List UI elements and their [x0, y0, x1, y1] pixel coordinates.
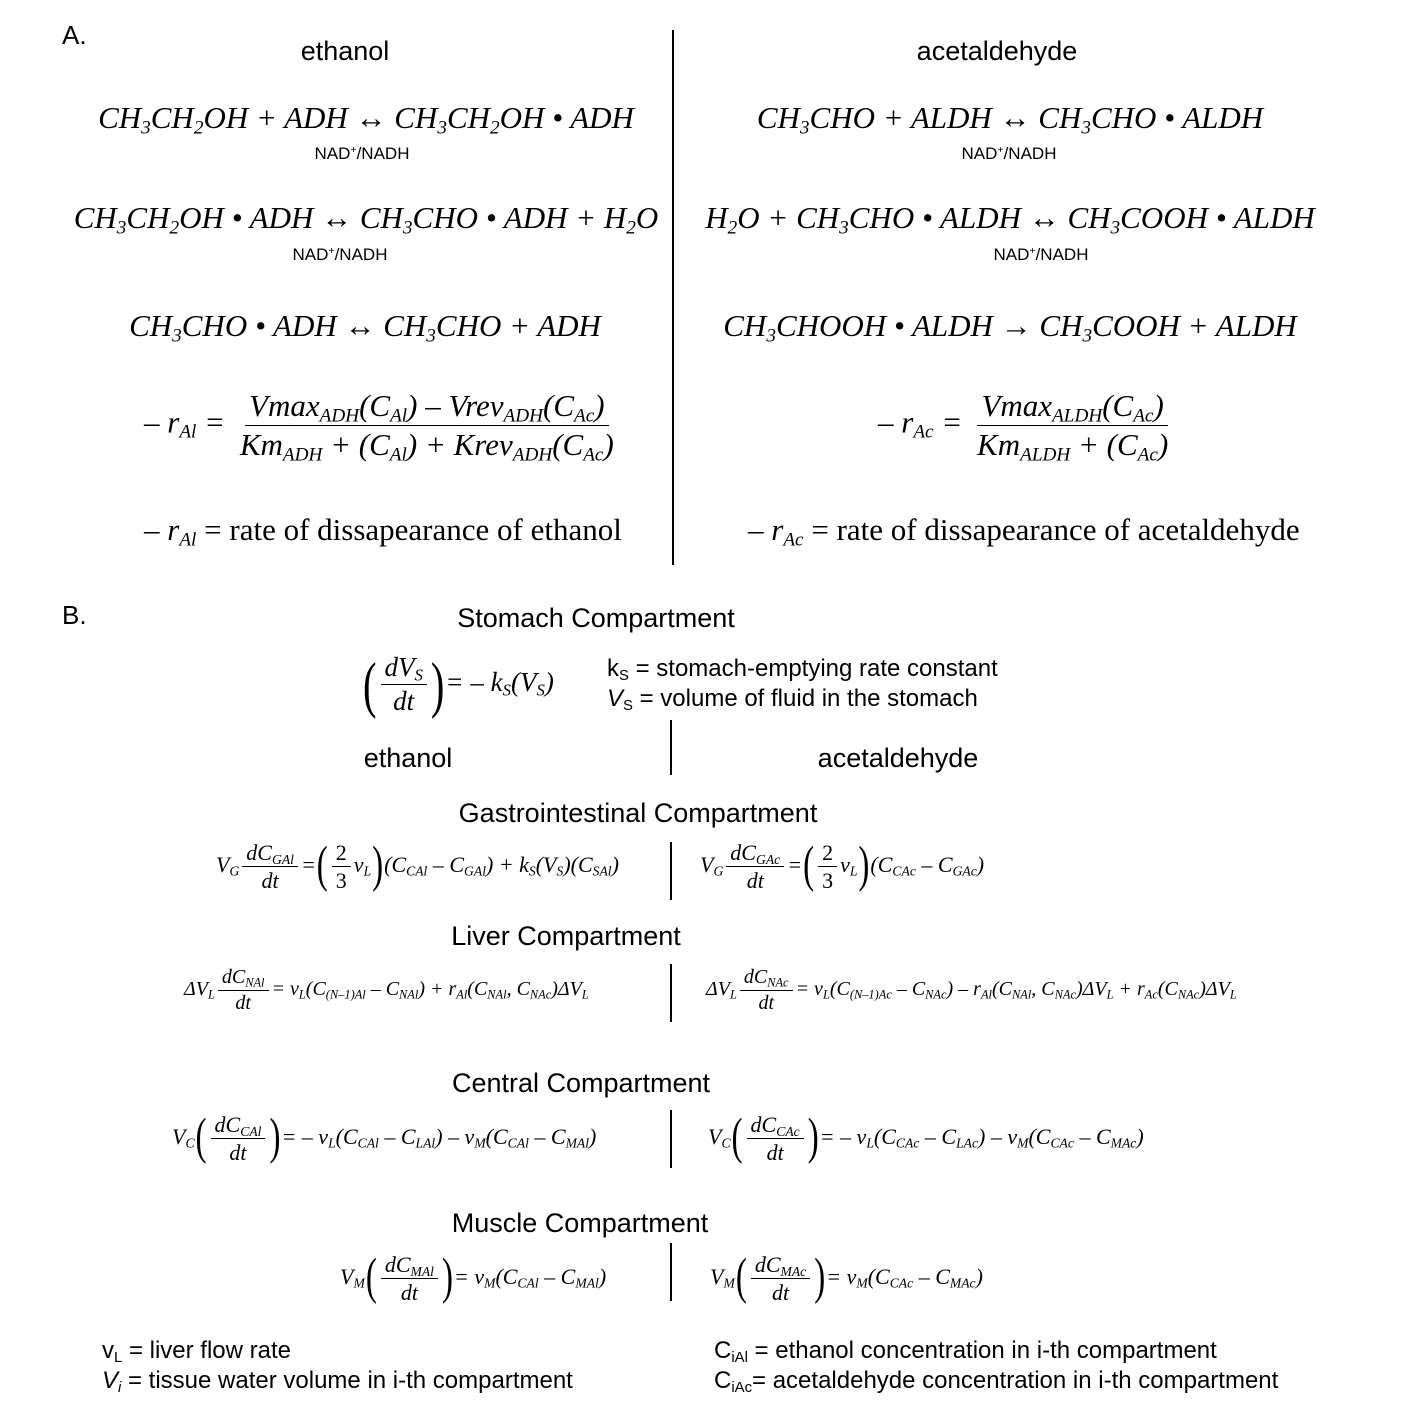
reaction-ethanol-oxidation: $CH_3CH_2OH$ • ADH ↔ $CH_3CHO$ • ADH + $H_2O$: [73, 200, 659, 239]
vs-definition: $V_S$ = volume of fluid in the stomach: [607, 685, 978, 715]
reaction-acetaldehyde-release: $CH_3CHO$ • ADH ↔ $CH_3CHO$ + ADH: [129, 308, 601, 347]
panel-a-label: A.: [62, 20, 87, 50]
legend-ethanol-concentration: $C_{iAl}$ = ethanol concentration in i-th compartment: [714, 1337, 1217, 1367]
stomach-compartment-title: Stomach Compartment: [457, 603, 735, 633]
cofactor-label: NAD+/NADH: [292, 245, 388, 264]
central-ethanol-equation: $V_C$( $\frac{dC_{CAl}}{dt}$ )= – $v_L(C_{CAl} - C_{LAl}) - v_M(C_{CAl} - C_{MAl})$: [172, 1110, 597, 1166]
gi-compartment-title: Gastrointestinal Compartment: [458, 798, 818, 828]
panel-a-acetaldehyde-title: acetaldehyde: [916, 36, 1078, 66]
legend-acetaldehyde-concentration: $C_{iAc}=$ acetaldehyde concentration in i-th compartment: [714, 1367, 1279, 1397]
acetaldehyde-rate-definition: – $r_{Ac}$ = rate of dissapearance of acetaldehyde: [748, 512, 1300, 551]
gi-ethanol-equation: $V_G$ $\frac{dC_{GAl}}{dt}$ =( $\frac{2}{3}$ $v_L)(C_{CAl} - C_{GAl}) + k_S(V_S)(C_{SAl})$: [216, 838, 619, 894]
cofactor-label: NAD+/NADH: [993, 245, 1089, 264]
liver-acetaldehyde-equation: $\Delta V_L$ $\frac{dC_{NAc}}{dt}$ = $v_L(C_{(N-1)Ac} - C_{NAc}) - r_{Al}(C_{NAl}$, $C_{NAc})\Delta V_L + r_{Ac}(C_{NAc})\Delta V_L$: [706, 966, 1237, 1014]
panel-b-divider-top: [670, 720, 672, 775]
muscle-divider: [670, 1243, 672, 1301]
stomach-volume-equation: ( $\frac{dV_S}{dt}$ )= – $k_S(V_S)$: [363, 649, 554, 720]
liver-divider: [670, 964, 672, 1022]
ks-definition: $k_S$ = stomach-emptying rate constant: [607, 655, 998, 685]
rate-law-acetaldehyde: – $r_{Ac}$ = $\frac{Vmax_{ALDH}(C_{Ac})}{Km_{ALDH} + (C_{Ac})}$: [878, 388, 1169, 466]
rate-law-ethanol: – $r_{Al}$ = $\frac{Vmax_{ADH}(C_{Al}) - Vrev_{ADH}(C_{Ac})}{Km_{ADH} + (C_{Al}) + Krev_{ADH}(C_{Ac})}$: [144, 388, 614, 466]
cofactor-label: NAD+/NADH: [314, 144, 410, 163]
ethanol-rate-definition: – $r_{Al}$ = rate of dissapearance of ethanol: [144, 512, 622, 551]
panel-a-ethanol-title: ethanol: [300, 36, 390, 66]
panel-a-divider: [672, 30, 674, 565]
panel-b-acetaldehyde-title: acetaldehyde: [817, 743, 979, 773]
legend-liver-flow: $v_L$ = liver flow rate: [102, 1337, 292, 1367]
reaction-acetaldehyde-binding: $CH_3CHO$ + ALDH ↔ $CH_3CHO$ • ALDH: [756, 100, 1264, 139]
central-divider: [670, 1110, 672, 1168]
central-compartment-title: Central Compartment: [451, 1068, 711, 1098]
panel-b-ethanol-title: ethanol: [363, 743, 453, 773]
reaction-acetaldehyde-oxidation: $H_2O + CH_3CHO$ • ALDH ↔ $CH_3COOH$ • ALDH: [705, 200, 1315, 239]
cofactor-label: NAD+/NADH: [961, 144, 1057, 163]
liver-ethanol-equation: $\Delta V_L$ $\frac{dC_{NAl}}{dt}$ = $v_L(C_{(N-1)Al} - C_{NAl}) + r_{Al}(C_{NAl}$, $C_{NAc})\Delta V_L$: [184, 966, 589, 1014]
muscle-ethanol-equation: $V_M$( $\frac{dC_{MAl}}{dt}$ )= $v_M(C_{CAl} - C_{MAl})$: [340, 1250, 607, 1306]
reaction-ethanol-binding: $CH_3CH_2OH$ + ADH ↔ $CH_3CH_2OH$ • ADH: [98, 100, 634, 139]
panel-b-label: B.: [62, 600, 87, 630]
muscle-acetaldehyde-equation: $V_M$( $\frac{dC_{MAc}}{dt}$ )= $v_M(C_{CAc} - C_{MAc})$: [710, 1250, 983, 1306]
central-acetaldehyde-equation: $V_C$( $\frac{dC_{CAc}}{dt}$ )= – $v_L(C_{CAc} - C_{LAc}) - v_M(C_{CAc} - C_{MAc})$: [708, 1110, 1144, 1166]
reaction-acetate-release: $CH_3CHOOH$ • ALDH → $CH_3COOH$ + ALDH: [723, 308, 1297, 347]
gi-divider: [670, 842, 672, 900]
muscle-compartment-title: Muscle Compartment: [451, 1208, 709, 1238]
gi-acetaldehyde-equation: $V_G$ $\frac{dC_{GAc}}{dt}$ =( $\frac{2}{3}$ $v_L)(C_{CAc} - C_{GAc})$: [700, 838, 985, 894]
legend-tissue-volume: $V_i$ = tissue water volume in i-th compartment: [102, 1367, 573, 1397]
liver-compartment-title: Liver Compartment: [451, 921, 681, 951]
